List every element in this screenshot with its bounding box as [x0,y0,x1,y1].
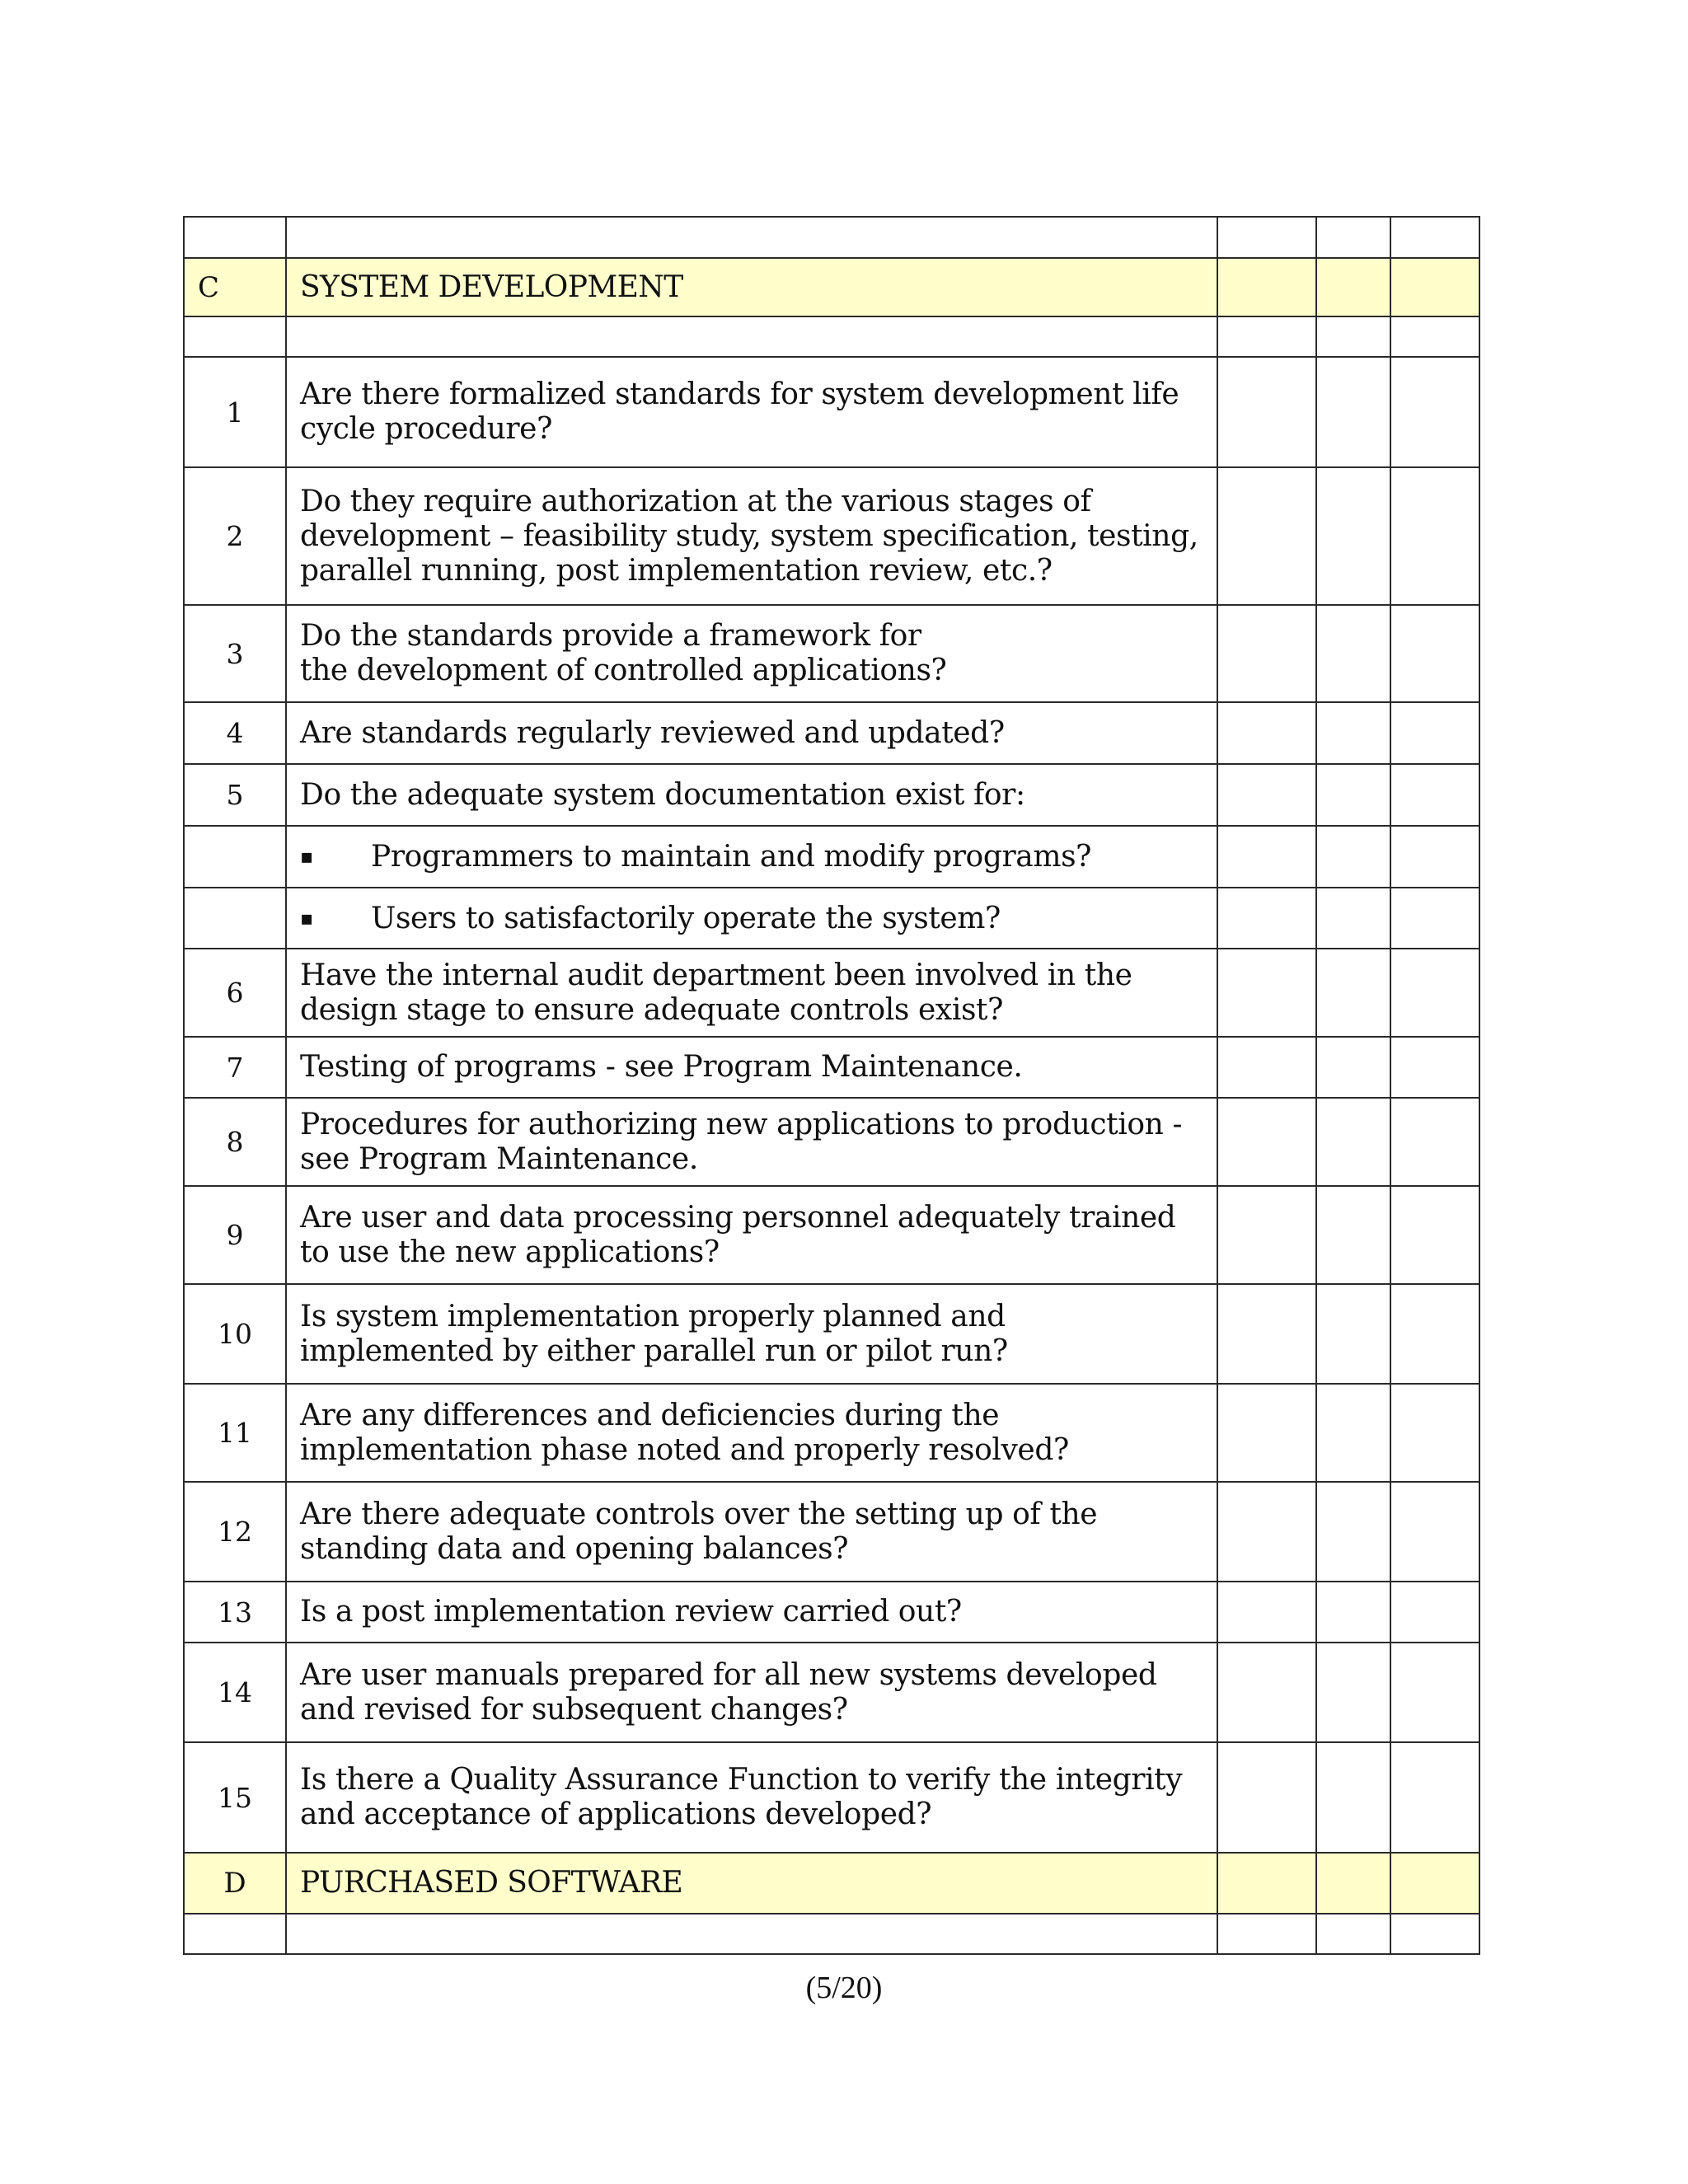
answer-cell[interactable] [1316,949,1390,1037]
bullet-icon: ▪ [300,906,313,930]
answer-cell[interactable] [1217,467,1316,605]
answer-cell[interactable] [1217,1482,1316,1582]
section-title: PURCHASED SOFTWARE [286,1853,1217,1914]
sub-item-text: Users to satisfactorily operate the system? [371,901,1001,935]
question-text: Are user manuals prepared for all new systems developed and revised for subsequent changes? [286,1643,1217,1742]
answer-cell[interactable] [1217,1582,1316,1643]
blank-row [184,316,1479,357]
section-header-row [184,258,1479,316]
answer-cell[interactable] [1217,357,1316,467]
section-code: D [184,1853,286,1914]
remarks-cell[interactable] [1390,605,1479,702]
question-number: 15 [184,1742,286,1853]
answer-cell[interactable] [1217,1284,1316,1384]
answer-cell[interactable] [1316,1098,1390,1186]
question-row [184,605,1479,702]
answer-cell[interactable] [1316,605,1390,702]
sub-item [286,888,1217,949]
blank-row [184,1914,1479,1954]
remarks-cell[interactable] [1390,826,1479,888]
remarks-cell[interactable] [1390,357,1479,467]
question-number: 9 [184,1186,286,1284]
remarks-cell[interactable] [1390,1582,1479,1643]
answer-cell[interactable] [1316,1582,1390,1643]
remarks-cell[interactable] [1390,1482,1479,1582]
blank-row [184,217,1479,258]
answer-cell[interactable] [1217,1098,1316,1186]
question-text: Do they require authorization at the various stages of development – feasibility study, system specification, testing, parallel running, post implementation review, etc.? [286,467,1217,605]
question-row [184,949,1479,1037]
page-number: (5/20) [805,1971,883,2005]
question-row [184,1482,1479,1582]
section-title: SYSTEM DEVELOPMENT [286,258,1217,316]
answer-cell[interactable] [1217,1037,1316,1098]
sub-item-row [184,826,1479,888]
answer-cell[interactable] [1217,1643,1316,1742]
question-text: Is there a Quality Assurance Function to verify the integrity and acceptance of applications developed? [286,1742,1217,1853]
question-text: Are standards regularly reviewed and updated? [286,702,1217,764]
answer-cell[interactable] [1217,702,1316,764]
remarks-cell[interactable] [1390,1098,1479,1186]
remarks-cell[interactable] [1390,764,1479,826]
answer-cell[interactable] [1217,1384,1316,1482]
question-number: 4 [184,702,286,764]
answer-cell[interactable] [1316,702,1390,764]
answer-cell[interactable] [1217,1186,1316,1284]
question-number: 2 [184,467,286,605]
answer-cell[interactable] [1217,764,1316,826]
answer-cell[interactable] [1316,888,1390,949]
answer-cell[interactable] [1316,357,1390,467]
question-text: Testing of programs - see Program Maintenance. [286,1037,1217,1098]
question-number: 3 [184,605,286,702]
answer-cell[interactable] [1316,1186,1390,1284]
question-number: 6 [184,949,286,1037]
question-number: 5 [184,764,286,826]
question-text: Procedures for authorizing new applications to production - see Program Maintenance. [286,1098,1217,1186]
sub-item-row [184,888,1479,949]
question-text: Are user and data processing personnel adequately trained to use the new applications? [286,1186,1217,1284]
question-text: Do the standards provide a framework for the development of controlled applications? [286,605,1217,702]
answer-cell[interactable] [1217,1742,1316,1853]
remarks-cell[interactable] [1390,888,1479,949]
question-row [184,1643,1479,1742]
answer-cell[interactable] [1316,1482,1390,1582]
remarks-cell[interactable] [1390,1643,1479,1742]
question-number: 12 [184,1482,286,1582]
answer-cell[interactable] [1217,605,1316,702]
remarks-cell[interactable] [1390,702,1479,764]
audit-checklist-table [183,216,1480,1955]
sub-item-text: Programmers to maintain and modify programs? [371,840,1092,874]
remarks-cell[interactable] [1390,467,1479,605]
remarks-cell[interactable] [1390,1384,1479,1482]
sub-item [286,826,1217,888]
question-text: Are there formalized standards for system development life cycle procedure? [286,357,1217,467]
question-row [184,764,1479,826]
question-number: 11 [184,1384,286,1482]
question-row [184,702,1479,764]
answer-cell[interactable] [1316,1643,1390,1742]
section-code: C [184,258,286,316]
section-header-row [184,1853,1479,1914]
answer-cell[interactable] [1217,826,1316,888]
question-row [184,1037,1479,1098]
question-row [184,357,1479,467]
question-row [184,1186,1479,1284]
remarks-cell[interactable] [1390,1284,1479,1384]
question-row [184,1098,1479,1186]
answer-cell[interactable] [1316,1384,1390,1482]
question-number: 10 [184,1284,286,1384]
remarks-cell[interactable] [1390,1186,1479,1284]
remarks-cell[interactable] [1390,949,1479,1037]
question-row [184,1582,1479,1643]
question-row [184,1742,1479,1853]
question-text: Is a post implementation review carried out? [286,1582,1217,1643]
answer-cell[interactable] [1316,1037,1390,1098]
question-row [184,1284,1479,1384]
question-text: Is system implementation properly planned and implemented by either parallel run or pilot run? [286,1284,1217,1384]
question-row [184,467,1479,605]
question-text: Do the adequate system documentation exist for: [286,764,1217,826]
answer-cell[interactable] [1316,1284,1390,1384]
answer-cell[interactable] [1316,826,1390,888]
question-number: 1 [184,357,286,467]
answer-cell[interactable] [1217,888,1316,949]
answer-cell[interactable] [1316,764,1390,826]
bullet-icon: ▪ [300,845,313,868]
question-row [184,1384,1479,1482]
remarks-cell[interactable] [1390,1742,1479,1853]
question-number: 14 [184,1643,286,1742]
answer-cell[interactable] [1316,467,1390,605]
question-text: Are any differences and deficiencies during the implementation phase noted and properly resolved? [286,1384,1217,1482]
question-number: 8 [184,1098,286,1186]
question-text: Have the internal audit department been involved in the design stage to ensure adequate controls exist? [286,949,1217,1037]
question-text: Are there adequate controls over the setting up of the standing data and opening balances? [286,1482,1217,1582]
answer-cell[interactable] [1217,949,1316,1037]
remarks-cell[interactable] [1390,1037,1479,1098]
question-number: 13 [184,1582,286,1643]
answer-cell[interactable] [1316,1742,1390,1853]
question-number: 7 [184,1037,286,1098]
